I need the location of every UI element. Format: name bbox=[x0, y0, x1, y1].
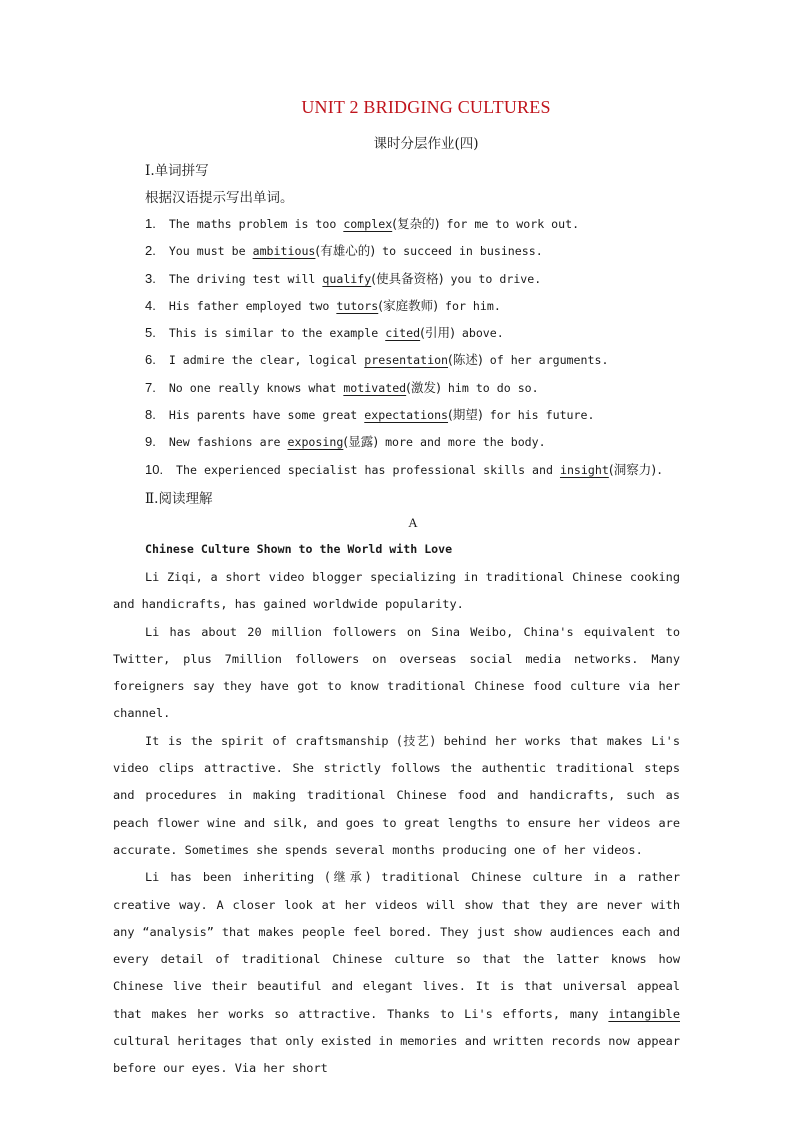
spelling-item bbox=[145, 240, 663, 267]
item-text: more and more the body. bbox=[378, 435, 546, 450]
item-hint: (引用) bbox=[420, 325, 455, 341]
item-answer: cited bbox=[385, 326, 421, 341]
item-text: above. bbox=[454, 326, 504, 341]
item-hint: (期望) bbox=[448, 407, 483, 423]
spelling-item bbox=[145, 377, 663, 404]
passage-title: Chinese Culture Shown to the World with Love bbox=[145, 542, 453, 556]
item-number: 9. bbox=[145, 434, 156, 450]
spelling-item bbox=[145, 404, 663, 431]
spelling-item bbox=[145, 268, 663, 295]
underlined-word: intangible bbox=[608, 1006, 680, 1021]
item-hint: (陈述) bbox=[448, 352, 483, 368]
item-answer: qualify bbox=[322, 271, 372, 286]
spelling-item bbox=[145, 459, 663, 486]
item-hint: (使具备资格) bbox=[371, 270, 444, 286]
spelling-item bbox=[145, 322, 663, 349]
item-answer: motivated bbox=[343, 380, 407, 395]
item-answer: exposing bbox=[287, 435, 344, 450]
item-answer: expectations bbox=[364, 408, 449, 423]
section1-heading: Ⅰ.单词拼写 bbox=[145, 163, 209, 179]
item-answer: complex bbox=[343, 217, 393, 231]
item-text: You must be bbox=[161, 244, 253, 259]
item-text: for me to work out. bbox=[439, 217, 580, 231]
paragraph-4: Li has been inheriting (继承) traditional Chinese culture in a rather creative way. A closer look at her videos will show that they are never with any “analysis” that makes people feel bored. They just show audiences each and every detail of traditional Chinese culture so that the latter knows how Chinese live their beautiful and elegant lives. It is that universal appeal that makes her works so attractive. Thanks to Li's efforts, many intangible cultural heritages that only existed in memories and written records now appear before our eyes. Via her short bbox=[113, 870, 680, 1076]
item-text: for his future. bbox=[482, 408, 595, 423]
item-answer: tutors bbox=[336, 298, 379, 313]
item-answer: presentation bbox=[364, 353, 449, 368]
item-hint: (激发) bbox=[406, 379, 441, 395]
spelling-item bbox=[145, 349, 663, 376]
item-number: 1. bbox=[145, 216, 156, 231]
item-text: you to drive. bbox=[443, 271, 542, 286]
item-text: This is similar to the example bbox=[161, 326, 386, 341]
section2-heading: Ⅱ.阅读理解 bbox=[145, 491, 213, 507]
unit-title: UNIT 2 BRIDGING CULTURES bbox=[301, 97, 551, 117]
spelling-item bbox=[145, 213, 663, 240]
item-hint: (有雄心的) bbox=[315, 243, 376, 259]
item-text: No one really knows what bbox=[161, 380, 344, 395]
item-number: 8. bbox=[145, 407, 156, 423]
passage-label: A bbox=[408, 515, 418, 530]
item-text: His parents have some great bbox=[161, 408, 365, 423]
item-text: . bbox=[656, 462, 664, 477]
paragraph-1: Li Ziqi, a short video blogger specializing in traditional Chinese cooking and handicrafts, has gained worldwide popularity. bbox=[113, 570, 680, 612]
item-number: 5. bbox=[145, 325, 156, 341]
item-text: him to do so. bbox=[440, 380, 539, 395]
item-number: 10. bbox=[145, 461, 164, 477]
item-number: 6. bbox=[145, 352, 156, 368]
item-text: to succeed in business. bbox=[375, 244, 543, 259]
item-text: The driving test will bbox=[161, 271, 323, 286]
item-hint: (洞察力) bbox=[608, 461, 657, 477]
item-text: His father employed two bbox=[161, 298, 337, 313]
paragraph-2: Li has about 20 million followers on Sina Weibo, China's equivalent to Twitter, plus 7million followers on overseas social media networks. Many foreigners say they have got to know traditional Chinese food culture via her channel. bbox=[113, 624, 680, 721]
item-number: 4. bbox=[145, 297, 156, 313]
homework-subtitle: 课时分层作业(四) bbox=[373, 136, 479, 152]
item-number: 3. bbox=[145, 270, 156, 286]
item-text: The experienced specialist has professional skills and bbox=[169, 462, 560, 477]
passage-body bbox=[113, 564, 680, 1083]
spelling-item bbox=[145, 431, 663, 458]
item-text: New fashions are bbox=[161, 435, 288, 450]
item-hint: (显露) bbox=[343, 434, 379, 450]
item-hint: (复杂的) bbox=[392, 216, 440, 231]
item-text: of her arguments. bbox=[482, 353, 609, 368]
item-number: 7. bbox=[145, 379, 156, 395]
paragraph-3: It is the spirit of craftsmanship (技艺) behind her works that makes Li's video clips attractive. She strictly follows the authentic traditional steps and procedures in making traditional Chinese food and handicrafts, such as peach flower wine and silk, and goes to great lengths to ensure her videos are accurate. Sometimes she spends several months producing one of her videos. bbox=[113, 733, 680, 857]
item-text: for him. bbox=[438, 298, 501, 313]
item-answer: insight bbox=[559, 462, 609, 477]
item-text: I admire the clear, logical bbox=[161, 353, 365, 368]
item-text: The maths problem is too bbox=[161, 217, 344, 231]
item-answer: ambitious bbox=[252, 244, 316, 259]
spelling-item bbox=[145, 295, 663, 322]
item-hint: (家庭教师) bbox=[378, 297, 439, 313]
section1-instruction: 根据汉语提示写出单词。 bbox=[145, 190, 294, 206]
spelling-list bbox=[145, 213, 663, 486]
item-number: 2. bbox=[145, 243, 156, 259]
